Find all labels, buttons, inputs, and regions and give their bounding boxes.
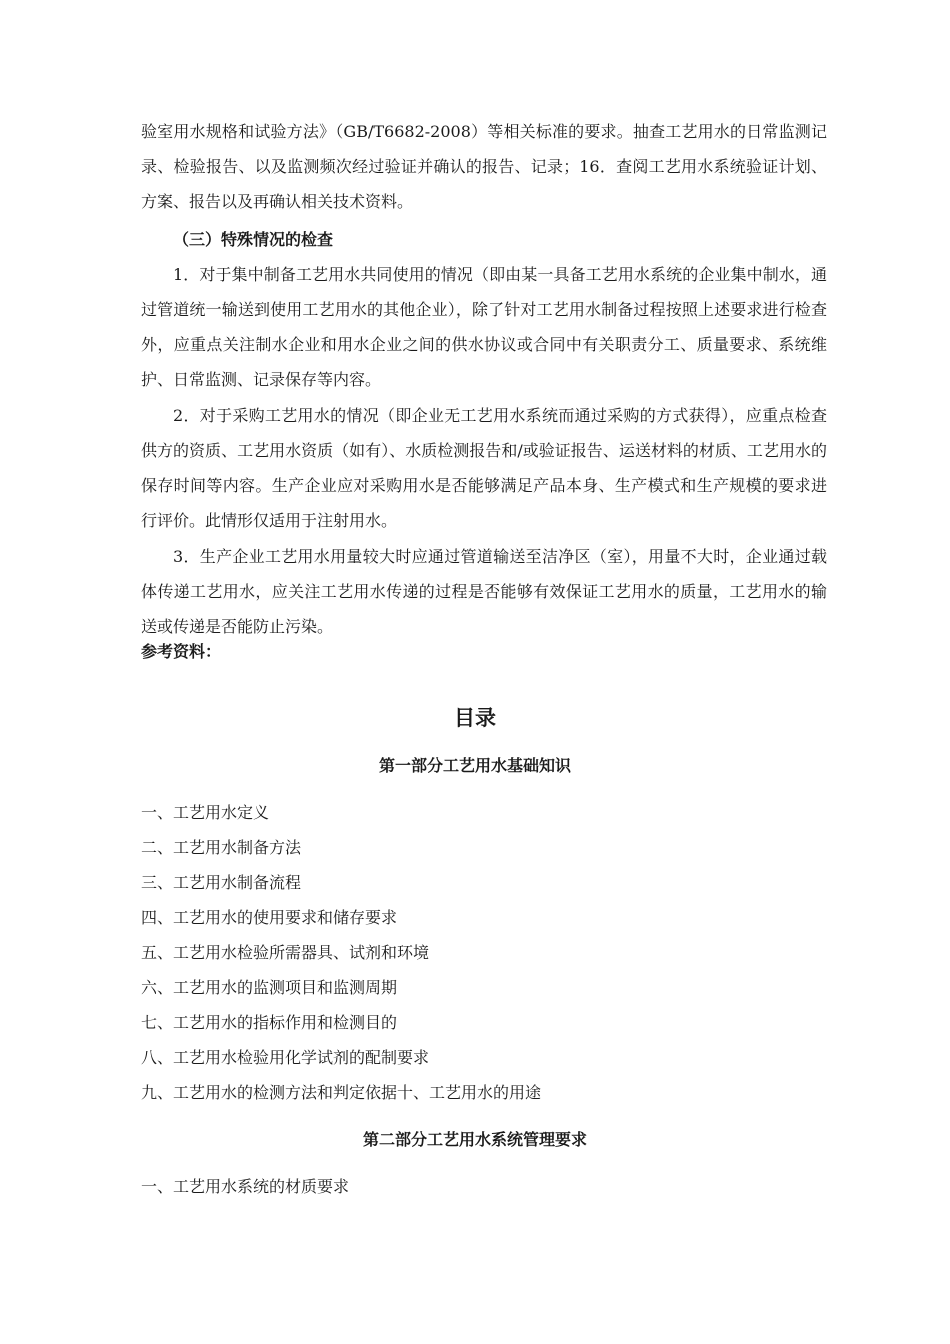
toc-item: 一、工艺用水定义 bbox=[141, 803, 270, 822]
toc-item: 六、工艺用水的监测项目和监测周期 bbox=[141, 978, 398, 997]
toc-item: 八、工艺用水检验用化学试剂的配制要求 bbox=[141, 1048, 430, 1067]
section-heading-special-cases: （三）特殊情况的检查 bbox=[173, 230, 334, 249]
reference-label: 参考资料： bbox=[141, 642, 222, 661]
toc-item: 七、工艺用水的指标作用和检测目的 bbox=[141, 1013, 398, 1032]
toc-item: 九、工艺用水的检测方法和判定依据十、工艺用水的用途 bbox=[141, 1083, 542, 1102]
toc-part1-title: 第一部分工艺用水基础知识 bbox=[378, 756, 571, 775]
paragraph-water-transfer: 3．生产企业工艺用水用量较大时应通过管道输送至洁净区（室），用量不大时，企业通过载体传递工艺用水，应关注工艺用水传递的过程是否能够有效保证工艺用水的质量，工艺用水的输送或传递是否能防止污染。 bbox=[141, 547, 827, 636]
toc-title: 目录 bbox=[454, 706, 496, 730]
toc-item: 三、工艺用水制备流程 bbox=[141, 873, 302, 892]
toc-item: 五、工艺用水检验所需器具、试剂和环境 bbox=[141, 943, 430, 962]
paragraph-purchased-water: 2．对于采购工艺用水的情况（即企业无工艺用水系统而通过采购的方式获得），应重点检查供方的资质、工艺用水资质（如有）、水质检测报告和/或验证报告、运送材料的材质、工艺用水的保存时间等内容。生产企业应对采购用水是否能够满足产品本身、生产模式和生产规模的要求进行评价。此情形仅适用于注射用水。 bbox=[141, 406, 827, 530]
paragraph-standards-check: 验室用水规格和试验方法》（GB/T6682-2008）等相关标准的要求。抽查工艺用水的日常监测记录、检验报告、以及监测频次经过验证并确认的报告、记录；16．查阅工艺用水系统验证计划、方案、报告以及再确认相关技术资料。 bbox=[141, 122, 827, 211]
toc-item: 一、工艺用水系统的材质要求 bbox=[141, 1177, 350, 1196]
toc-part2-title: 第二部分工艺用水系统管理要求 bbox=[362, 1130, 587, 1149]
toc-item: 四、工艺用水的使用要求和储存要求 bbox=[141, 908, 398, 927]
paragraph-centralized-water: 1．对于集中制备工艺用水共同使用的情况（即由某一具备工艺用水系统的企业集中制水，通过管道统一输送到使用工艺用水的其他企业），除了针对工艺用水制备过程按照上述要求进行检查外，应重点关注制水企业和用水企业之间的供水协议或合同中有关职责分工、质量要求、系统维护、日常监测、记录保存等内容。 bbox=[141, 265, 827, 389]
toc-item: 二、工艺用水制备方法 bbox=[141, 838, 302, 857]
